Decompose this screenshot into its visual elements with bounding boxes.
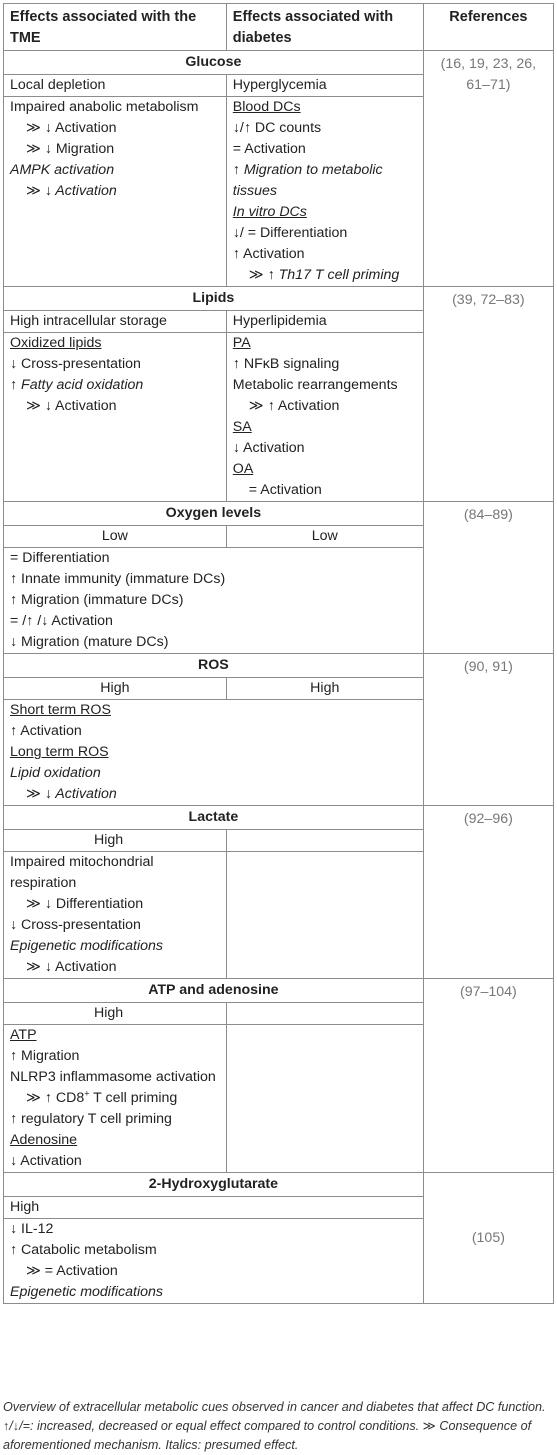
references: (92–96) <box>423 806 553 979</box>
effect-line: ↑ Innate immunity (immature DCs) <box>10 571 226 587</box>
effect-text: T cell priming <box>89 1090 178 1106</box>
effect-line: ≫ ↓ Activation <box>26 959 117 975</box>
effect-line: = Activation <box>248 482 322 498</box>
effect-line: ≫ ↓ Activation <box>26 120 117 136</box>
tme-effects <box>4 97 227 287</box>
effect-line: ↓ Activation <box>232 440 305 456</box>
effect-line: ↑ Fatty acid oxidation <box>10 377 144 393</box>
metabolic-cues-table <box>3 3 554 1304</box>
tme-level: High <box>4 1197 424 1219</box>
references: (90, 91) <box>423 654 553 806</box>
table-header-row <box>4 4 554 51</box>
effect-line: AMPK activation <box>10 162 115 178</box>
tme-effects <box>4 1025 227 1173</box>
diabetes-level: Low <box>226 526 423 548</box>
header-references: References <box>423 4 553 51</box>
tme-level: High <box>4 830 227 852</box>
section-lactate <box>4 806 554 830</box>
effect-line: ≫ ↓ Activation <box>26 398 117 414</box>
effect-line: ≫ ↓ Differentiation <box>26 896 144 912</box>
section-title: 2-Hydroxyglutarate <box>4 1173 424 1197</box>
references: (105) <box>423 1173 553 1304</box>
section-lipids <box>4 287 554 311</box>
diabetes-level-empty <box>226 1003 423 1025</box>
tme-level: Low <box>4 526 227 548</box>
diabetes-effects-empty <box>226 1025 423 1173</box>
effect-line: ↑ Migration <box>10 1048 80 1064</box>
effect-line: ↓ Activation <box>10 1153 82 1169</box>
effect-line: SA <box>232 419 252 435</box>
references: (84–89) <box>423 502 553 654</box>
references: (39, 72–83) <box>423 287 553 502</box>
references: (97–104) <box>423 979 553 1173</box>
effect-line: Blood DCs <box>232 99 301 115</box>
effect-text: ≫ ↑ CD8 <box>26 1090 85 1106</box>
effect-line: ↑ NFκB signaling <box>232 356 340 372</box>
effect-line: ↑ Migration (immature DCs) <box>10 592 184 608</box>
tme-level: High <box>4 1003 227 1025</box>
section-oxygen <box>4 502 554 526</box>
superscript: + <box>84 1088 90 1099</box>
effect-line: ≫ = Activation <box>26 1263 118 1279</box>
tme-effects <box>4 333 227 502</box>
effect-line: Impaired anabolic metabolism <box>10 99 199 115</box>
references: (16, 19, 23, 26, 61–71) <box>423 51 553 287</box>
section-ros <box>4 654 554 678</box>
effect-line: ≫ ↓ Activation <box>26 183 117 199</box>
effect-line: ≫ ↑ Activation <box>248 398 340 414</box>
diabetes-level: Hyperglycemia <box>226 75 423 97</box>
section-title: Oxygen levels <box>4 502 424 526</box>
effect-line: ≫ ↑ Th17 T cell priming <box>248 267 400 283</box>
effect-line: = Differentiation <box>10 550 110 566</box>
section-2-hydroxyglutarate <box>4 1173 554 1197</box>
shared-effects <box>4 700 424 806</box>
effect-line: ↑ Activation <box>10 723 82 739</box>
header-tme: Effects associated with the TME <box>4 4 227 51</box>
effect-line: Oxidized lipids <box>10 335 102 351</box>
effect-line: OA <box>232 461 254 477</box>
table-caption: Overview of extracellular metabolic cues observed in cancer and diabetes that affect DC function. ↑/↓/=: increased, decreased or equal effect compared to control conditions. ≫ Consequence of aforementioned mechanism. Italics: presumed effect. <box>3 1400 546 1452</box>
section-title: Lipids <box>4 287 424 311</box>
diabetes-level: Hyperlipidemia <box>226 311 423 333</box>
effect-line: ↑ regulatory T cell priming <box>10 1111 172 1127</box>
effect-line: Long term ROS <box>10 744 109 760</box>
effect-line: Impaired mitochondrial respiration <box>10 854 154 891</box>
shared-effects <box>4 548 424 654</box>
effect-line: Epigenetic modifications <box>10 1284 163 1300</box>
section-glucose <box>4 51 554 75</box>
effect-line: ↓ Migration (mature DCs) <box>10 634 169 650</box>
effect-line: Short term ROS <box>10 702 111 718</box>
effect-line: In vitro DCs <box>232 204 307 220</box>
section-title: Glucose <box>4 51 424 75</box>
effect-line: ↓ Cross-presentation <box>10 356 141 372</box>
tme-level: High intracellular storage <box>4 311 227 333</box>
effect-line: ≫ ↓ Migration <box>26 141 115 157</box>
section-title: ROS <box>4 654 424 678</box>
section-atp-adenosine <box>4 979 554 1003</box>
tme-effects <box>4 852 227 979</box>
effect-line: ↓/↑ DC counts <box>232 120 322 136</box>
effect-line: Metabolic rearrangements <box>232 377 398 393</box>
effect-line: ↑ Migration to metabolic tissues <box>232 162 383 199</box>
effect-line: ATP <box>10 1027 37 1043</box>
diabetes-effects <box>226 97 423 287</box>
effect-line: PA <box>232 335 251 351</box>
effect-line: Adenosine <box>10 1132 78 1148</box>
effect-line: Epigenetic modifications <box>10 938 163 954</box>
effect-line <box>10 1088 220 1109</box>
tme-level: High <box>4 678 227 700</box>
shared-effects <box>4 1219 424 1304</box>
effect-line: = /↑ /↓ Activation <box>10 613 113 629</box>
effect-line: Lipid oxidation <box>10 765 101 781</box>
effect-line: NLRP3 inflammasome activation <box>10 1069 216 1085</box>
section-title: ATP and adenosine <box>4 979 424 1003</box>
effect-line: ↑ Activation <box>232 246 305 262</box>
diabetes-level: High <box>226 678 423 700</box>
diabetes-effects-empty <box>226 852 423 979</box>
effect-line: ↓ Cross-presentation <box>10 917 141 933</box>
effect-line: ≫ ↓ Activation <box>26 786 117 802</box>
effect-line: ↓/ = Differentiation <box>232 225 348 241</box>
effect-line: ↓ IL-12 <box>10 1221 54 1237</box>
header-diabetes: Effects associated with diabetes <box>226 4 423 51</box>
effect-line: ↑ Catabolic metabolism <box>10 1242 157 1258</box>
diabetes-effects <box>226 333 423 502</box>
diabetes-level-empty <box>226 830 423 852</box>
effect-line: = Activation <box>232 141 306 157</box>
section-title: Lactate <box>4 806 424 830</box>
tme-level: Local depletion <box>4 75 227 97</box>
